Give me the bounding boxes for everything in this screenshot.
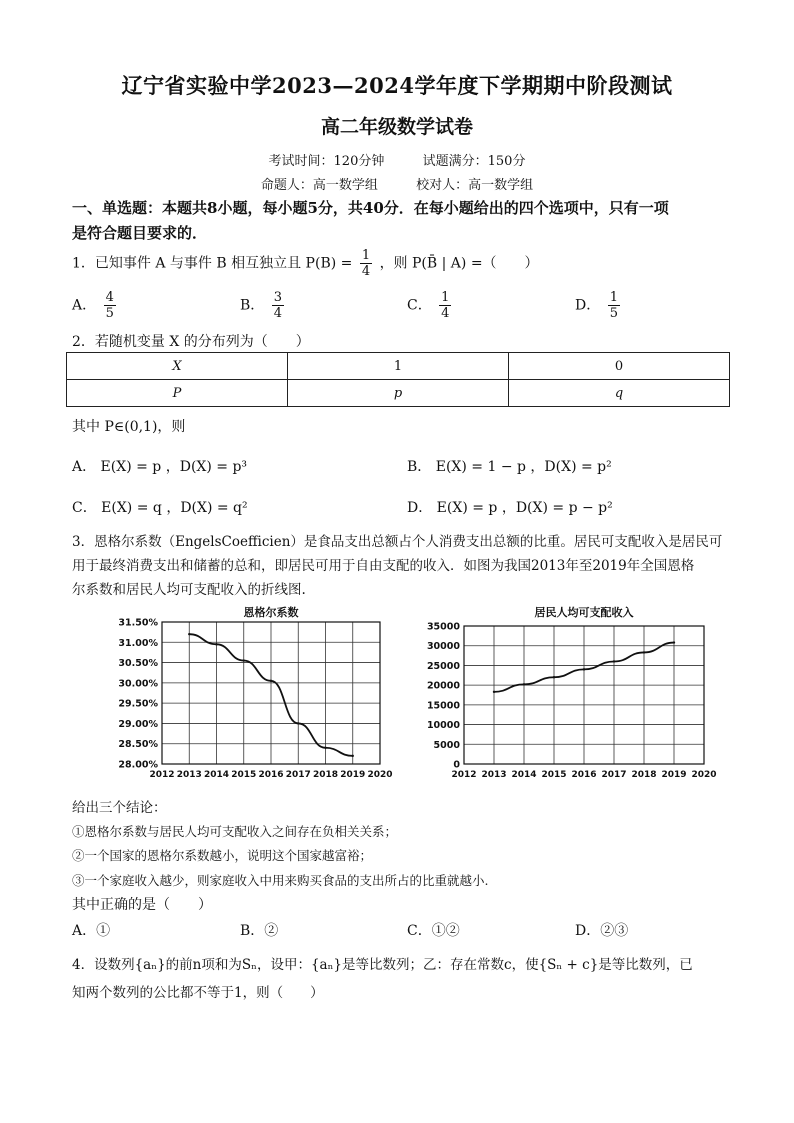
y-tick-label: 15000	[426, 700, 460, 712]
exam-time: 考试时间：120分钟	[268, 154, 385, 169]
x-tick-label: 2015	[541, 770, 567, 780]
x-tick-label: 2016	[258, 770, 284, 780]
exam-score: 试题满分：150分	[422, 154, 526, 169]
exam-info-line2	[0, 174, 794, 193]
table-cell: p	[288, 380, 509, 407]
data-point	[215, 643, 217, 645]
data-point	[493, 691, 495, 693]
data-point	[673, 641, 675, 643]
q3-option-b: B．②	[240, 923, 279, 939]
q3-option-d: D．②③	[575, 923, 629, 939]
q1-option-a-num: 4	[105, 290, 114, 305]
q3-conclusion-1: ①恩格尔系数与居民人均可支配收入之间存在负相关关系；	[72, 824, 398, 839]
data-point	[553, 676, 555, 678]
exam-info-line1	[0, 150, 794, 169]
section-heading-line2: 是符合题目要求的．	[72, 224, 208, 242]
x-tick-label: 2018	[312, 770, 339, 780]
q3-line: 尔系数和居民人均可支配收入的折线图.	[72, 582, 306, 598]
q4-line2: 知两个数列的公比都不等于1，则（ ）	[72, 985, 324, 1001]
x-tick-label: 2017	[601, 770, 627, 780]
q3-conclusion-2: ②一个国家的恩格尔系数越小，说明这个国家越富裕；	[72, 848, 373, 863]
q4-line1: 4．设数列{aₙ}的前n项和为Sₙ，设甲：{aₙ}是等比数列；乙：存在常数c，使{Sₙ + c}是等比数列，已	[72, 957, 693, 973]
q1-option-a-den: 5	[105, 306, 114, 321]
q2-option-d: D． E(X) = p ，D(X) = p − p²	[407, 500, 613, 516]
x-tick-label: 2020	[691, 770, 717, 780]
y-tick-label: 5000	[433, 739, 460, 751]
data-point	[583, 668, 585, 670]
y-tick-label: 30000	[426, 641, 460, 653]
q3-intro: 给出三个结论：	[72, 800, 167, 816]
q1-option-d	[575, 290, 623, 321]
y-tick-label: 28.50%	[118, 739, 158, 751]
q1-option-a-label: A．	[72, 297, 97, 314]
q1-option-b-label: B．	[240, 297, 265, 314]
q1-option-c-num: 1	[441, 290, 450, 305]
table-cell: 0	[509, 353, 730, 380]
table-row	[67, 380, 730, 407]
data-point	[613, 660, 615, 662]
income-chart	[404, 604, 734, 790]
x-tick-label: 2013	[481, 770, 507, 780]
x-tick-label: 2019	[340, 770, 366, 780]
x-tick-label: 2016	[571, 770, 597, 780]
chart-title: 恩格尔系数	[243, 606, 299, 619]
exam-author: 命题人：高一数学组	[260, 178, 378, 193]
q1-option-c	[407, 290, 454, 321]
table-cell: q	[509, 380, 730, 407]
y-tick-label: 31.00%	[118, 637, 158, 649]
q2-option-b: B． E(X) = 1 − p ，D(X) = p²	[407, 459, 612, 475]
q2-option-a: A． E(X) = p ，D(X) = p³	[72, 459, 248, 475]
y-tick-label: 10000	[426, 720, 460, 732]
exam-checker: 校对人：高一数学组	[416, 178, 534, 193]
q1-option-a	[72, 290, 119, 321]
y-tick-label: 29.50%	[118, 698, 158, 710]
question-3-stem	[72, 530, 737, 602]
distribution-table	[66, 352, 730, 407]
section-heading	[72, 196, 732, 246]
x-tick-label: 2019	[661, 770, 687, 780]
y-tick-label: 25000	[426, 660, 460, 672]
data-point	[297, 722, 299, 724]
x-tick-label: 2014	[511, 770, 537, 780]
q3-option-a: A．①	[72, 923, 111, 939]
q1-option-d-num: 1	[609, 290, 618, 305]
y-tick-label: 20000	[426, 680, 460, 692]
q1-option-b-num: 3	[273, 290, 283, 305]
table-cell: P	[67, 380, 288, 407]
chart-title: 居民人均可支配收入	[534, 606, 634, 619]
q1-option-d-label: D．	[575, 297, 601, 314]
y-tick-label: 31.50%	[118, 617, 158, 629]
q1-option-b-den: 4	[273, 306, 283, 321]
engel-chart	[70, 604, 400, 790]
table-cell: 1	[288, 353, 509, 380]
q3-line: 3．恩格尔系数（EngelsCoefficien）是食品支出总额占个人消费支出总额的比重。居民可支配收入是居民可	[72, 534, 723, 550]
x-tick-label: 2014	[203, 770, 230, 780]
x-tick-label: 2012	[149, 770, 175, 780]
data-point	[243, 659, 245, 661]
data-point	[270, 680, 272, 682]
q2-condition: 其中 P∈(0,1)，则	[72, 419, 186, 435]
question-1-stem	[72, 248, 539, 279]
q1-stem-part1: 1．已知事件 A 与事件 B 相互独立且 P(B) =	[72, 255, 353, 272]
y-tick-label: 29.00%	[118, 718, 158, 730]
y-tick-label: 28.00%	[118, 759, 158, 771]
x-tick-label: 2012	[451, 770, 477, 780]
q1-stem-part2: ，则 P(B̄ | A) =（ ）	[379, 255, 539, 272]
q1-fraction-den: 4	[361, 264, 371, 279]
q1-option-c-label: C．	[407, 297, 432, 314]
data-point	[352, 755, 354, 757]
x-tick-label: 2018	[631, 770, 657, 780]
question-4-stem	[72, 953, 737, 1005]
x-tick-label: 2017	[285, 770, 311, 780]
exam-subtitle: 高二年级数学试卷	[320, 116, 473, 138]
q1-option-d-den: 5	[609, 306, 618, 321]
x-tick-label: 2020	[367, 770, 393, 780]
q1-fraction-num: 1	[361, 248, 371, 263]
data-point	[643, 651, 645, 653]
data-point	[188, 633, 190, 635]
data-point	[523, 683, 525, 685]
q1-option-c-den: 4	[441, 306, 450, 321]
q2-option-c: C． E(X) = q ，D(X) = q²	[72, 500, 248, 516]
q3-option-c: C．①②	[407, 923, 460, 939]
question-2-stem: 2．若随机变量 X 的分布列为（ ）	[72, 334, 310, 350]
data-point	[324, 747, 326, 749]
table-row	[67, 353, 730, 380]
exam-title: 辽宁省实验中学2023—2024学年度下学期期中阶段测试	[121, 73, 673, 98]
q3-ask: 其中正确的是（ ）	[72, 897, 212, 913]
q1-fraction	[360, 248, 372, 279]
table-cell: X	[67, 353, 288, 380]
section-heading-line1: 一、单选题：本题共8小题，每小题5分，共40分．在每小题给出的四个选项中，只有一项	[72, 199, 669, 217]
y-tick-label: 30.50%	[118, 658, 158, 670]
y-tick-label: 0	[453, 759, 460, 771]
q1-option-b	[240, 290, 287, 321]
x-tick-label: 2013	[176, 770, 202, 780]
q3-line: 用于最终消费支出和储蓄的总和，即居民可用于自由支配的收入．如图为我国2013年至2019年全国恩格	[72, 558, 695, 574]
q3-conclusion-3: ③一个家庭收入越少，则家庭收入中用来购买食品的支出所占的比重就越小.	[72, 873, 489, 888]
y-tick-label: 35000	[426, 621, 460, 633]
y-tick-label: 30.00%	[118, 678, 158, 690]
x-tick-label: 2015	[231, 770, 257, 780]
